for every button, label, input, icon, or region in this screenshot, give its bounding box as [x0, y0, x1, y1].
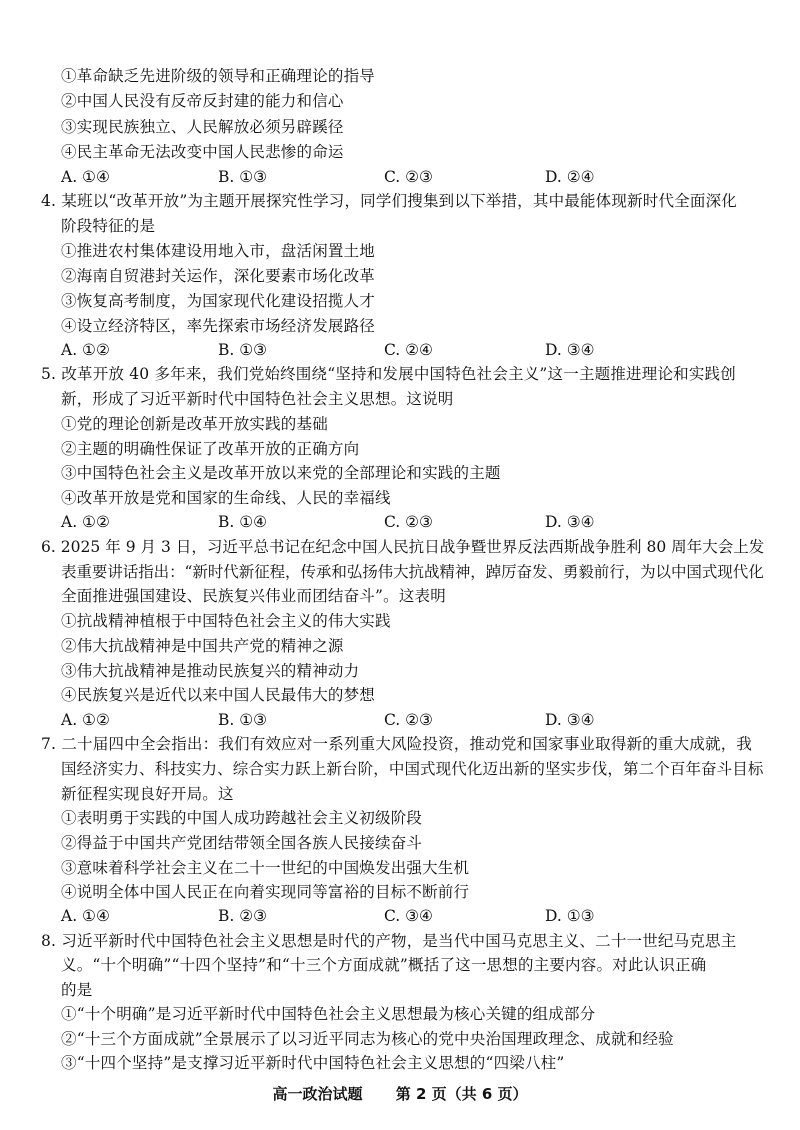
q4-stem-line-1: 4. 某班以“改革开放”为主题开展探究性学习，同学们搜集到以下举措，其中最能体现新时代全面深化 — [41, 192, 737, 210]
q6-option-a: A. ①② — [61, 711, 110, 729]
q5-option-b: B. ①④ — [218, 513, 268, 531]
exam-title: 高一政治试题 — [272, 1085, 363, 1103]
q5-item-2: ②主题的明确性保证了改革开放的正确方向 — [61, 440, 360, 458]
q5-stem-line-1: 5. 改革开放 40 多年来，我们党始终围绕“坚持和发展中国特色社会主义”这一主题推进理论和实践创 — [41, 365, 736, 383]
q8-item-3: ③“十四个坚持”是支撑习近平新时代中国特色社会主义思想的“四梁八柱” — [61, 1054, 565, 1072]
q7-option-d: D. ①③ — [545, 907, 595, 925]
q8-stem-line-2: 义。“十个明确”“十四个坚持”和“十三个方面成就”概括了这一思想的主要内容。对此认识正确 — [61, 956, 707, 974]
q6-stem-line-1: 6. 2025 年 9 月 3 日，习近平总书记在纪念中国人民抗日战争暨世界反法西斯战争胜利 80 周年大会上发 — [41, 538, 765, 556]
q3-item-2: ②中国人民没有反帝反封建的能力和信心 — [61, 92, 344, 110]
q3-option-c: C. ②③ — [384, 168, 433, 186]
q5-item-3: ③中国特色社会主义是改革开放以来党的全部理论和实践的主题 — [61, 464, 501, 482]
q6-option-b: B. ①③ — [218, 711, 268, 729]
q4-item-4: ④设立经济特区，率先探索市场经济发展路径 — [61, 317, 376, 335]
q4-item-1: ①推进农村集体建设用地入市，盘活闲置土地 — [61, 242, 376, 260]
page-number: 第 2 页（共 6 页） — [395, 1085, 528, 1103]
q5-item-4: ④改革开放是党和国家的生命线、人民的幸福线 — [61, 489, 391, 507]
q3-item-3: ③实现民族独立、人民解放必须另辟蹊径 — [61, 118, 344, 136]
q4-item-3: ③恢复高考制度，为国家现代化建设招揽人才 — [61, 292, 376, 310]
q4-stem-line-2: 阶段特征的是 — [61, 217, 156, 235]
q3-option-b: B. ①③ — [218, 168, 268, 186]
q8-item-1: ①“十个明确”是习近平新时代中国特色社会主义思想最为核心关键的组成部分 — [61, 1005, 596, 1023]
q4-item-2: ②海南自贸港封关运作，深化要素市场化改革 — [61, 267, 376, 285]
q4-option-b: B. ①③ — [218, 341, 268, 359]
q6-item-4: ④民族复兴是近代以来中国人民最伟大的梦想 — [61, 686, 376, 704]
q7-option-a: A. ①④ — [61, 907, 110, 925]
q7-item-4: ④说明全体中国人民正在向着实现同等富裕的目标不断前行 — [61, 883, 470, 901]
q7-stem-line-1: 7. 二十届四中全会指出：我们有效应对一系列重大风险投资，推动党和国家事业取得新的重大成就，我 — [41, 735, 753, 753]
q3-item-1: ①革命缺乏先进阶级的领导和正确理论的指导 — [61, 67, 376, 85]
q6-item-2: ②伟大抗战精神是中国共产党的精神之源 — [61, 637, 344, 655]
q3-option-d: D. ②④ — [545, 168, 595, 186]
q5-option-d: D. ③④ — [545, 513, 595, 531]
q7-item-2: ②得益于中国共产党团结带领全国各族人民接续奋斗 — [61, 834, 423, 852]
q6-option-c: C. ②③ — [384, 711, 433, 729]
q5-item-1: ①党的理论创新是改革开放实践的基础 — [61, 415, 328, 433]
q5-option-a: A. ①② — [61, 513, 110, 531]
q5-stem-line-2: 新，形成了习近平新时代中国特色社会主义思想。这说明 — [61, 390, 454, 408]
q7-option-c: C. ③④ — [384, 907, 433, 925]
q4-option-d: D. ③④ — [545, 341, 595, 359]
q8-item-2: ②“十三个方面成就”全景展示了以习近平同志为核心的党中央治国理政理念、成就和经验 — [61, 1030, 674, 1048]
q3-option-a: A. ①④ — [61, 168, 110, 186]
q4-option-a: A. ①② — [61, 341, 110, 359]
q4-option-c: C. ②④ — [384, 341, 433, 359]
q7-item-1: ①表明勇于实践的中国人成功跨越社会主义初级阶段 — [61, 809, 423, 827]
q6-stem-line-2: 表重要讲话指出：“新时代新征程，传承和弘扬伟大抗战精神，踔厉奋发、勇毅前行，为以中国式现代化 — [61, 563, 764, 581]
q3-item-4: ④民主革命无法改变中国人民悲惨的命运 — [61, 143, 344, 161]
q7-option-b: B. ②③ — [218, 907, 268, 925]
q5-option-c: C. ②③ — [384, 513, 433, 531]
q6-item-3: ③伟大抗战精神是推动民族复兴的精神动力 — [61, 662, 360, 680]
q6-option-d: D. ③④ — [545, 711, 595, 729]
q7-item-3: ③意味着科学社会主义在二十一世纪的中国焕发出强大生机 — [61, 859, 470, 877]
q6-item-1: ①抗战精神植根于中国特色社会主义的伟大实践 — [61, 612, 391, 630]
q6-stem-line-3: 全面推进强国建设、民族复兴伟业而团结奋斗”。这表明 — [61, 587, 446, 605]
q7-stem-line-3: 新征程实现良好开局。这 — [61, 785, 234, 803]
page-footer — [0, 1083, 800, 1104]
q7-stem-line-2: 国经济实力、科技实力、综合实力跃上新台阶，中国式现代化迈出新的坚实步伐，第二个百年奋斗目标 — [61, 760, 764, 778]
q8-stem-line-1: 8. 习近平新时代中国特色社会主义思想是时代的产物，是当代中国马克思主义、二十一世纪马克思主 — [41, 932, 737, 950]
q8-stem-line-3: 的是 — [61, 981, 93, 999]
